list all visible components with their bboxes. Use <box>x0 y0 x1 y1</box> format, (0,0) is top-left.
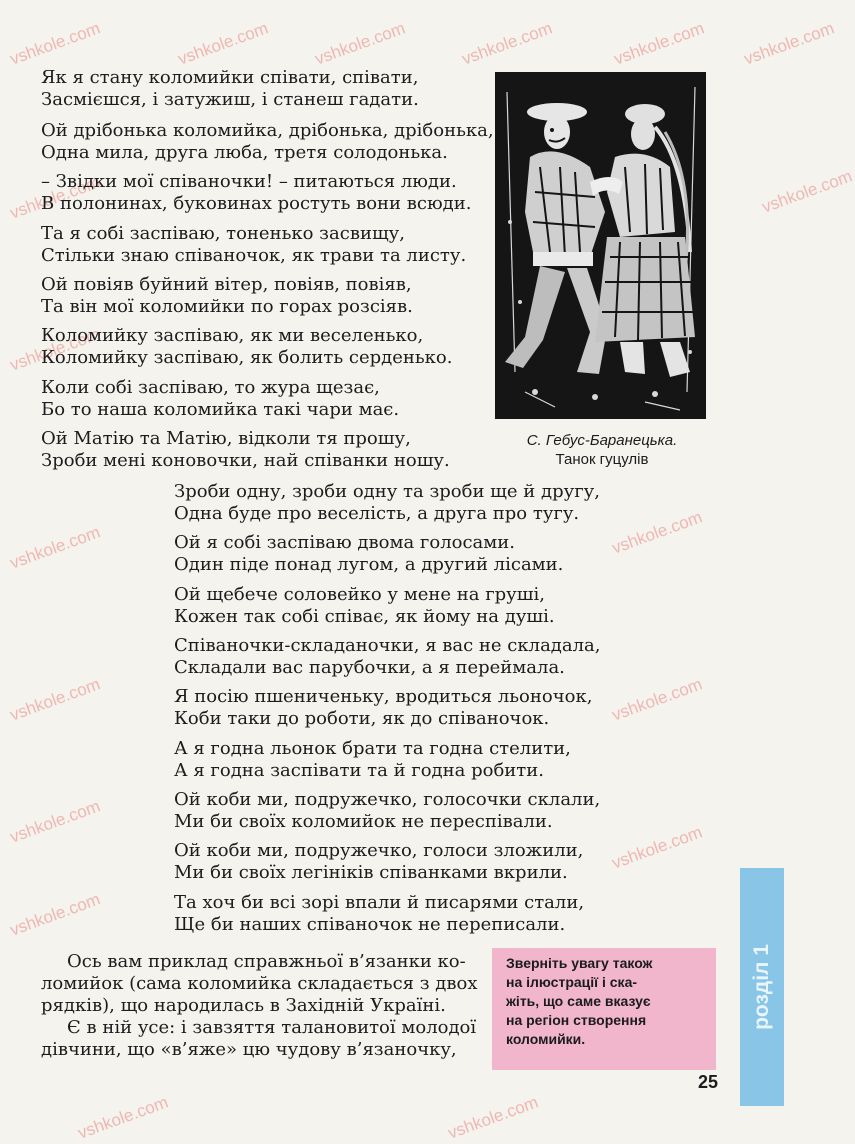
stanza <box>41 325 452 369</box>
watermark: vshkole.com <box>609 507 705 558</box>
verse-line: Зроби одну, зроби одну та зроби ще й другу, <box>174 481 600 502</box>
stanza <box>41 120 494 164</box>
stanza <box>174 892 584 936</box>
verse-line: Коли собі заспіваю, то жура щезає, <box>41 377 380 398</box>
watermark: vshkole.com <box>759 166 855 217</box>
woodcut-dancers-icon <box>495 72 706 419</box>
text-line: рядків), що народилась в Західній Україні. <box>41 995 446 1016</box>
note-line: на ілюстрації і ска- <box>506 974 638 990</box>
watermark: vshkole.com <box>459 18 555 69</box>
stanza <box>174 635 601 679</box>
stanza <box>174 840 583 884</box>
stanza <box>174 481 600 525</box>
stanza <box>41 377 399 421</box>
text-line: дівчини, що «в’яже» цю чудову в’язаночку, <box>41 1039 457 1060</box>
watermark: vshkole.com <box>7 324 103 375</box>
verse-line: Я посію пшениченьку, вродиться льоночок, <box>174 686 593 707</box>
watermark: vshkole.com <box>741 18 837 69</box>
section-tab-label: розділ 1 <box>750 944 773 1030</box>
verse-line: Коломийку заспіваю, як болить серденько. <box>41 347 453 368</box>
stanza <box>174 686 592 730</box>
stanza <box>174 532 563 576</box>
watermark: vshkole.com <box>7 889 103 940</box>
text-line: Є в ній усе: і завзяття талановитої молодої <box>67 1017 477 1038</box>
verse-line: Один піде понад лугом, а другий лісами. <box>174 554 564 575</box>
watermark: vshkole.com <box>312 18 408 69</box>
paragraph <box>41 951 481 1017</box>
verse-line: Складали вас парубочки, а я переймала. <box>174 657 565 678</box>
verse-line: Ой я собі заспіваю двома голосами. <box>174 532 516 553</box>
verse-line: Засмієшся, і затужиш, і станеш гадати. <box>41 89 419 110</box>
verse-line: Ми би своїх коломийок не переспівали. <box>174 811 553 832</box>
verse-line: Як я стану коломийки співати, співати, <box>41 67 419 88</box>
verse-line: Зроби мені коновочки, най співанки ношу. <box>41 450 450 471</box>
verse-line: Ой Матію та Матію, відколи тя прошу, <box>41 428 411 449</box>
attention-note <box>492 948 716 1070</box>
verse-line: А я годна льонок брати та годна стелити, <box>174 738 571 759</box>
watermark: vshkole.com <box>7 172 103 223</box>
stanza <box>41 67 419 111</box>
stanza <box>41 223 466 267</box>
verse-line: Бо то наша коломийка такі чари має. <box>41 399 400 420</box>
verse-line: А я годна заспівати та й годна робити. <box>174 760 544 781</box>
verse-line: Та я собі заспіваю, тоненько засвищу, <box>41 223 405 244</box>
watermark: vshkole.com <box>7 796 103 847</box>
text-line: Ось вам приклад справжньої в’язанки ко- <box>67 951 466 972</box>
note-line: Зверніть увагу також <box>506 955 653 971</box>
verse-line: Ой коби ми, подружечко, голосочки склали, <box>174 789 601 810</box>
verse-line: Коби таки до роботи, як до співаночок. <box>174 708 550 729</box>
verse-line: Ой щебече соловейко у мене на груші, <box>174 584 545 605</box>
illustration-hutsul-dance <box>495 72 706 419</box>
stanza <box>41 171 471 215</box>
page-number: 25 <box>698 1072 719 1092</box>
watermark: vshkole.com <box>609 822 705 873</box>
section-tab <box>740 868 784 1106</box>
note-line: на регіон створення <box>506 1012 647 1028</box>
verse-line: Кожен так собі співає, як йому на душі. <box>174 606 555 627</box>
verse-line: В полонинах, буковинах ростуть вони всюди. <box>41 193 472 214</box>
watermark: vshkole.com <box>175 18 271 69</box>
stanza <box>174 584 555 628</box>
note-line: жіть, що саме вказує <box>506 993 651 1009</box>
verse-line: Стільки знаю співаночок, як трави та листу. <box>41 245 467 266</box>
verse-line: Ой повіяв буйний вітер, повіяв, повіяв, <box>41 274 412 295</box>
verse-line: Ми би своїх легініків співанками вкрили. <box>174 862 568 883</box>
verse-line: Коломийку заспіваю, як ми веселенько, <box>41 325 424 346</box>
verse-line: Одна буде про веселість, а друга про тугу. <box>174 503 580 524</box>
stanza <box>41 274 413 318</box>
note-line: коломийки. <box>506 1031 586 1047</box>
verse-line: Ой дрібонька коломийка, дрібонька, дрібонька, <box>41 120 494 141</box>
verse-line: Ой коби ми, подружечко, голоси зложили, <box>174 840 584 861</box>
verse-line: Та він мої коломийки по горах розсіяв. <box>41 296 413 317</box>
watermark: vshkole.com <box>7 674 103 725</box>
watermark: vshkole.com <box>7 522 103 573</box>
paragraph <box>41 1017 481 1061</box>
verse-line: Співаночки-складаночки, я вас не складала, <box>174 635 601 656</box>
watermark: vshkole.com <box>445 1092 541 1143</box>
stanza <box>174 738 571 782</box>
stanza <box>41 428 450 472</box>
illustration-author: С. Гебус-Баранецька. <box>526 432 678 449</box>
watermark: vshkole.com <box>75 1092 171 1143</box>
text-line: ломийок (сама коломийка складається з двох <box>41 973 478 994</box>
watermark: vshkole.com <box>609 674 705 725</box>
watermark: vshkole.com <box>7 18 103 69</box>
verse-line: Одна мила, друга люба, третя солодонька. <box>41 142 448 163</box>
verse-line: Та хоч би всі зорі впали й писарями стали, <box>174 892 585 913</box>
verse-line: Ще би наших співаночок не переписали. <box>174 914 566 935</box>
watermark: vshkole.com <box>611 18 707 69</box>
illustration-title: Танок гуцулів <box>555 451 649 468</box>
verse-line: – Звідки мої співаночки! – питаються люди. <box>41 171 457 192</box>
stanza <box>174 789 600 833</box>
